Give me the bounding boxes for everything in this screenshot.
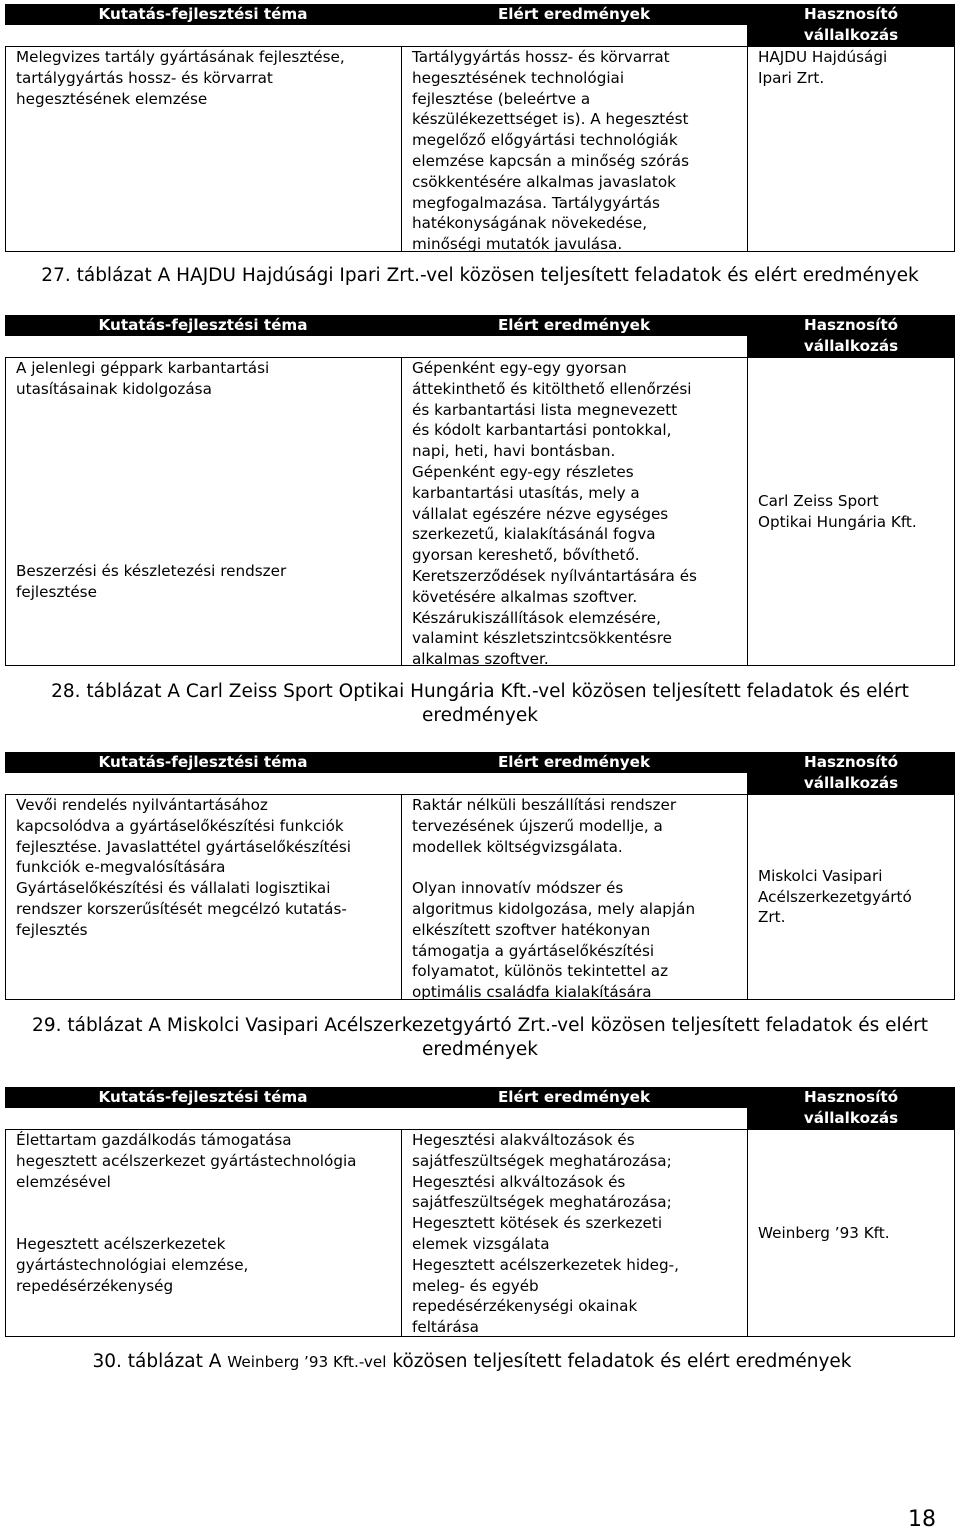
topic-line: rendszer korszerűsítését megcélzó kutatás- [16, 899, 347, 918]
results-cell [401, 794, 747, 1000]
company-line: Miskolci Vasipari [758, 866, 883, 885]
caption-part: Weinberg ’93 Kft.-vel [227, 1353, 387, 1371]
table-row [5, 357, 955, 669]
caption-line: 28. táblázat A Carl Zeiss Sport Optikai Hungária Kft.-vel közösen teljesített feladatok és elért [51, 681, 909, 702]
results-line: Hegesztett kötések és szerkezeti [412, 1214, 663, 1233]
results-line: szerkezetű, kialakításánál fogva [412, 525, 656, 544]
topic-line: Hegesztett acélszerkezetek [16, 1234, 226, 1253]
topic-line: A jelenlegi géppark karbantartási [16, 359, 270, 377]
header-spacer [5, 1108, 401, 1129]
topic-line: fejlesztés [16, 920, 88, 939]
topic-cell [5, 1129, 401, 1337]
results-line: alkalmas szoftver. [412, 650, 549, 669]
results-line: csökkentésére alkalmas javaslatok [412, 172, 676, 191]
header-company-l2: vállalkozás [747, 1108, 955, 1129]
topic-line: fejlesztése [16, 583, 97, 602]
results-line: Hegesztési alakváltozások és [412, 1131, 635, 1149]
topic-line: kapcsolódva a gyártáselőkészítési funkciók [16, 816, 344, 835]
caption-line: 29. táblázat A Miskolci Vasipari Acélszerkezetgyártó Zrt.-vel közösen teljesített feladatok és elért [32, 1015, 928, 1036]
header-spacer [401, 773, 747, 794]
results-line: Készárukiszállítások elemzésére, [412, 608, 661, 627]
results-line: Gépenként egy-egy részletes [412, 462, 634, 481]
results-line: Raktár nélküli beszállítási rendszer [412, 796, 677, 814]
results-line: vállalat egészére nézve egységes [412, 504, 669, 523]
results-line: megfogalmazása. Tartálygyártás [412, 193, 660, 212]
table-header [5, 752, 955, 773]
header-spacer [5, 25, 401, 46]
company-line: Zrt. [758, 908, 786, 927]
header-spacer [5, 336, 401, 357]
company-cell [747, 1129, 955, 1337]
results-line: elemek vizsgálata [412, 1234, 550, 1253]
results-line: karbantartási utasítás, mely a [412, 483, 640, 502]
table-header-2 [5, 1108, 955, 1129]
topic-line: funkciók e-megvalósítására [16, 858, 226, 877]
header-results: Elért eredmények [401, 1087, 747, 1108]
results-line: feltárása [412, 1318, 479, 1337]
results-line: hatékonyságának növekedése, [412, 214, 648, 233]
results-line: hegesztésének technológiai [412, 68, 625, 87]
results-line: tervezésének újszerű modellje, a [412, 816, 663, 835]
results-line: követésére alkalmas szoftver. [412, 587, 638, 606]
table-row [5, 794, 955, 1000]
results-line: és kódolt karbantartási pontokkal, [412, 421, 672, 440]
header-company-l1: Hasznosító [803, 5, 899, 23]
header-spacer [5, 773, 401, 794]
table-29-caption [0, 1014, 960, 1062]
header-company-l2: vállalkozás [747, 25, 955, 46]
results-line: megelőző előgyártási technológiák [412, 131, 678, 150]
topic-line: Élettartam gazdálkodás támogatása [16, 1131, 292, 1149]
table-29 [5, 752, 955, 1000]
company-line: Weinberg ’93 Kft. [758, 1223, 890, 1242]
table-header [5, 4, 955, 25]
results-line: Tartálygyártás hossz- és körvarrat [412, 48, 670, 66]
caption-part: közösen teljesített feladatok és elért eredmények [386, 1351, 852, 1372]
table-27-caption: 27. táblázat A HAJDU Hajdúsági Ipari Zrt.-vel közösen teljesített feladatok és elért eredmények [41, 265, 919, 286]
table-30 [5, 1087, 955, 1337]
header-results: Elért eredmények [401, 4, 747, 25]
results-line: optimális családfa kialakítására [412, 983, 652, 1002]
header-topic: Kutatás-fejlesztési téma [5, 1087, 401, 1108]
topic-line: tartálygyártás hossz- és körvarrat [16, 68, 273, 87]
company-line: Ipari Zrt. [758, 68, 825, 87]
topic-line: Melegvizes tartály gyártásának fejlesztése, [16, 48, 345, 66]
results-line: áttekinthető és kitölthető ellenőrzési [412, 379, 692, 398]
results-line: támogatja a gyártáselőkészítési [412, 941, 655, 960]
topic-line: Gyártáselőkészítési és vállalati logisztikai [16, 879, 331, 898]
results-line: Keretszerződések nyílvántartására és [412, 566, 697, 585]
page-number: 18 [908, 1507, 936, 1533]
table-30-caption [0, 1350, 952, 1374]
header-results: Elért eredmények [401, 752, 747, 773]
topic-line: hegesztett acélszerkezet gyártástechnológia [16, 1151, 357, 1170]
table-header [5, 1087, 955, 1108]
results-line: repedésérzékenységi okainak [412, 1297, 638, 1316]
company-cell [747, 357, 955, 666]
results-line: Olyan innovatív módszer és [412, 879, 624, 898]
header-company-l1: Hasznosító [747, 1087, 955, 1108]
results-line: sajátfeszültségek meghatározása; [412, 1151, 672, 1170]
results-line: Hegesztett acélszerkezetek hideg-, [412, 1255, 679, 1274]
results-line: fejlesztése (beleértve a [412, 89, 591, 108]
header-company-l2: vállalkozás [747, 773, 955, 794]
header-results: Elért eredmények [401, 315, 747, 336]
header-topic: Kutatás-fejlesztési téma [5, 4, 401, 25]
topic-line: gyártástechnológiai elemzése, [16, 1255, 249, 1274]
header-company-l1: Hasznosító [747, 752, 955, 773]
results-line: készülékezettséget is). A hegesztést [412, 110, 689, 129]
topic-line: utasításainak kidolgozása [16, 379, 212, 398]
results-cell [401, 46, 747, 252]
topic-cell [5, 357, 401, 666]
header-spacer [401, 25, 747, 46]
results-line: meleg- és egyéb [412, 1276, 539, 1295]
header-company-l2: vállalkozás [747, 336, 955, 357]
results-line: algoritmus kidolgozása, mely alapján [412, 899, 696, 918]
company-line: HAJDU Hajdúsági [758, 48, 888, 66]
topic-cell [5, 46, 401, 252]
results-line: minőségi mutatók javulása. [412, 235, 623, 254]
table-row [5, 46, 955, 252]
header-spacer [401, 336, 747, 357]
results-line: Gépenként egy-egy gyorsan [412, 359, 627, 377]
header-company [747, 4, 955, 25]
topic-line: Beszerzési és készletezési rendszer [16, 562, 287, 581]
header-topic: Kutatás-fejlesztési téma [5, 315, 401, 336]
results-line: modellek költségvizsgálata. [412, 837, 623, 856]
caption-part: 30. táblázat A [92, 1351, 228, 1372]
table-28-caption [0, 680, 960, 728]
results-line: napi, heti, havi bontásban. [412, 442, 616, 461]
topic-line: Vevői rendelés nyilvántartásához [16, 796, 268, 814]
topic-line: elemzésével [16, 1172, 111, 1191]
results-line: valamint készletszintcsökkentésre [412, 629, 672, 648]
company-cell [747, 46, 955, 252]
results-line: elemzése kapcsán a minőség szórás [412, 151, 690, 170]
results-line: elkészített szoftver hatékonyan [412, 920, 651, 939]
company-cell [747, 794, 955, 1000]
table-header-2 [5, 25, 955, 46]
results-cell [401, 1129, 747, 1337]
header-topic: Kutatás-fejlesztési téma [5, 752, 401, 773]
company-line: Acélszerkezetgyártó [758, 887, 912, 906]
results-line: folyamatot, különös tekintettel az [412, 962, 669, 981]
company-line: Optikai Hungária Kft. [758, 512, 917, 531]
header-company-l1: Hasznosító [747, 315, 955, 336]
caption-line: eredmények [422, 705, 538, 726]
results-cell [401, 357, 747, 669]
topic-line: hegesztésének elemzése [16, 89, 208, 108]
topic-line: fejlesztése. Javaslattétel gyártáselőkészítési [16, 837, 352, 856]
table-header-2 [5, 773, 955, 794]
caption-line: eredmények [422, 1039, 538, 1060]
company-line: Carl Zeiss Sport [758, 491, 879, 510]
topic-line: repedésérzékenység [16, 1276, 174, 1295]
table-header-2 [5, 336, 955, 357]
table-header [5, 315, 955, 336]
table-27 [5, 4, 955, 252]
results-line: sajátfeszültségek meghatározása; [412, 1193, 672, 1212]
topic-cell [5, 794, 401, 1000]
table-28 [5, 315, 955, 669]
results-line: Hegesztési alkváltozások és [412, 1172, 626, 1191]
results-line: gyorsan kereshető, bővíthető. [412, 546, 640, 565]
table-row [5, 1129, 955, 1337]
results-line: és karbantartási lista megnevezett [412, 400, 678, 419]
header-spacer [401, 1108, 747, 1129]
